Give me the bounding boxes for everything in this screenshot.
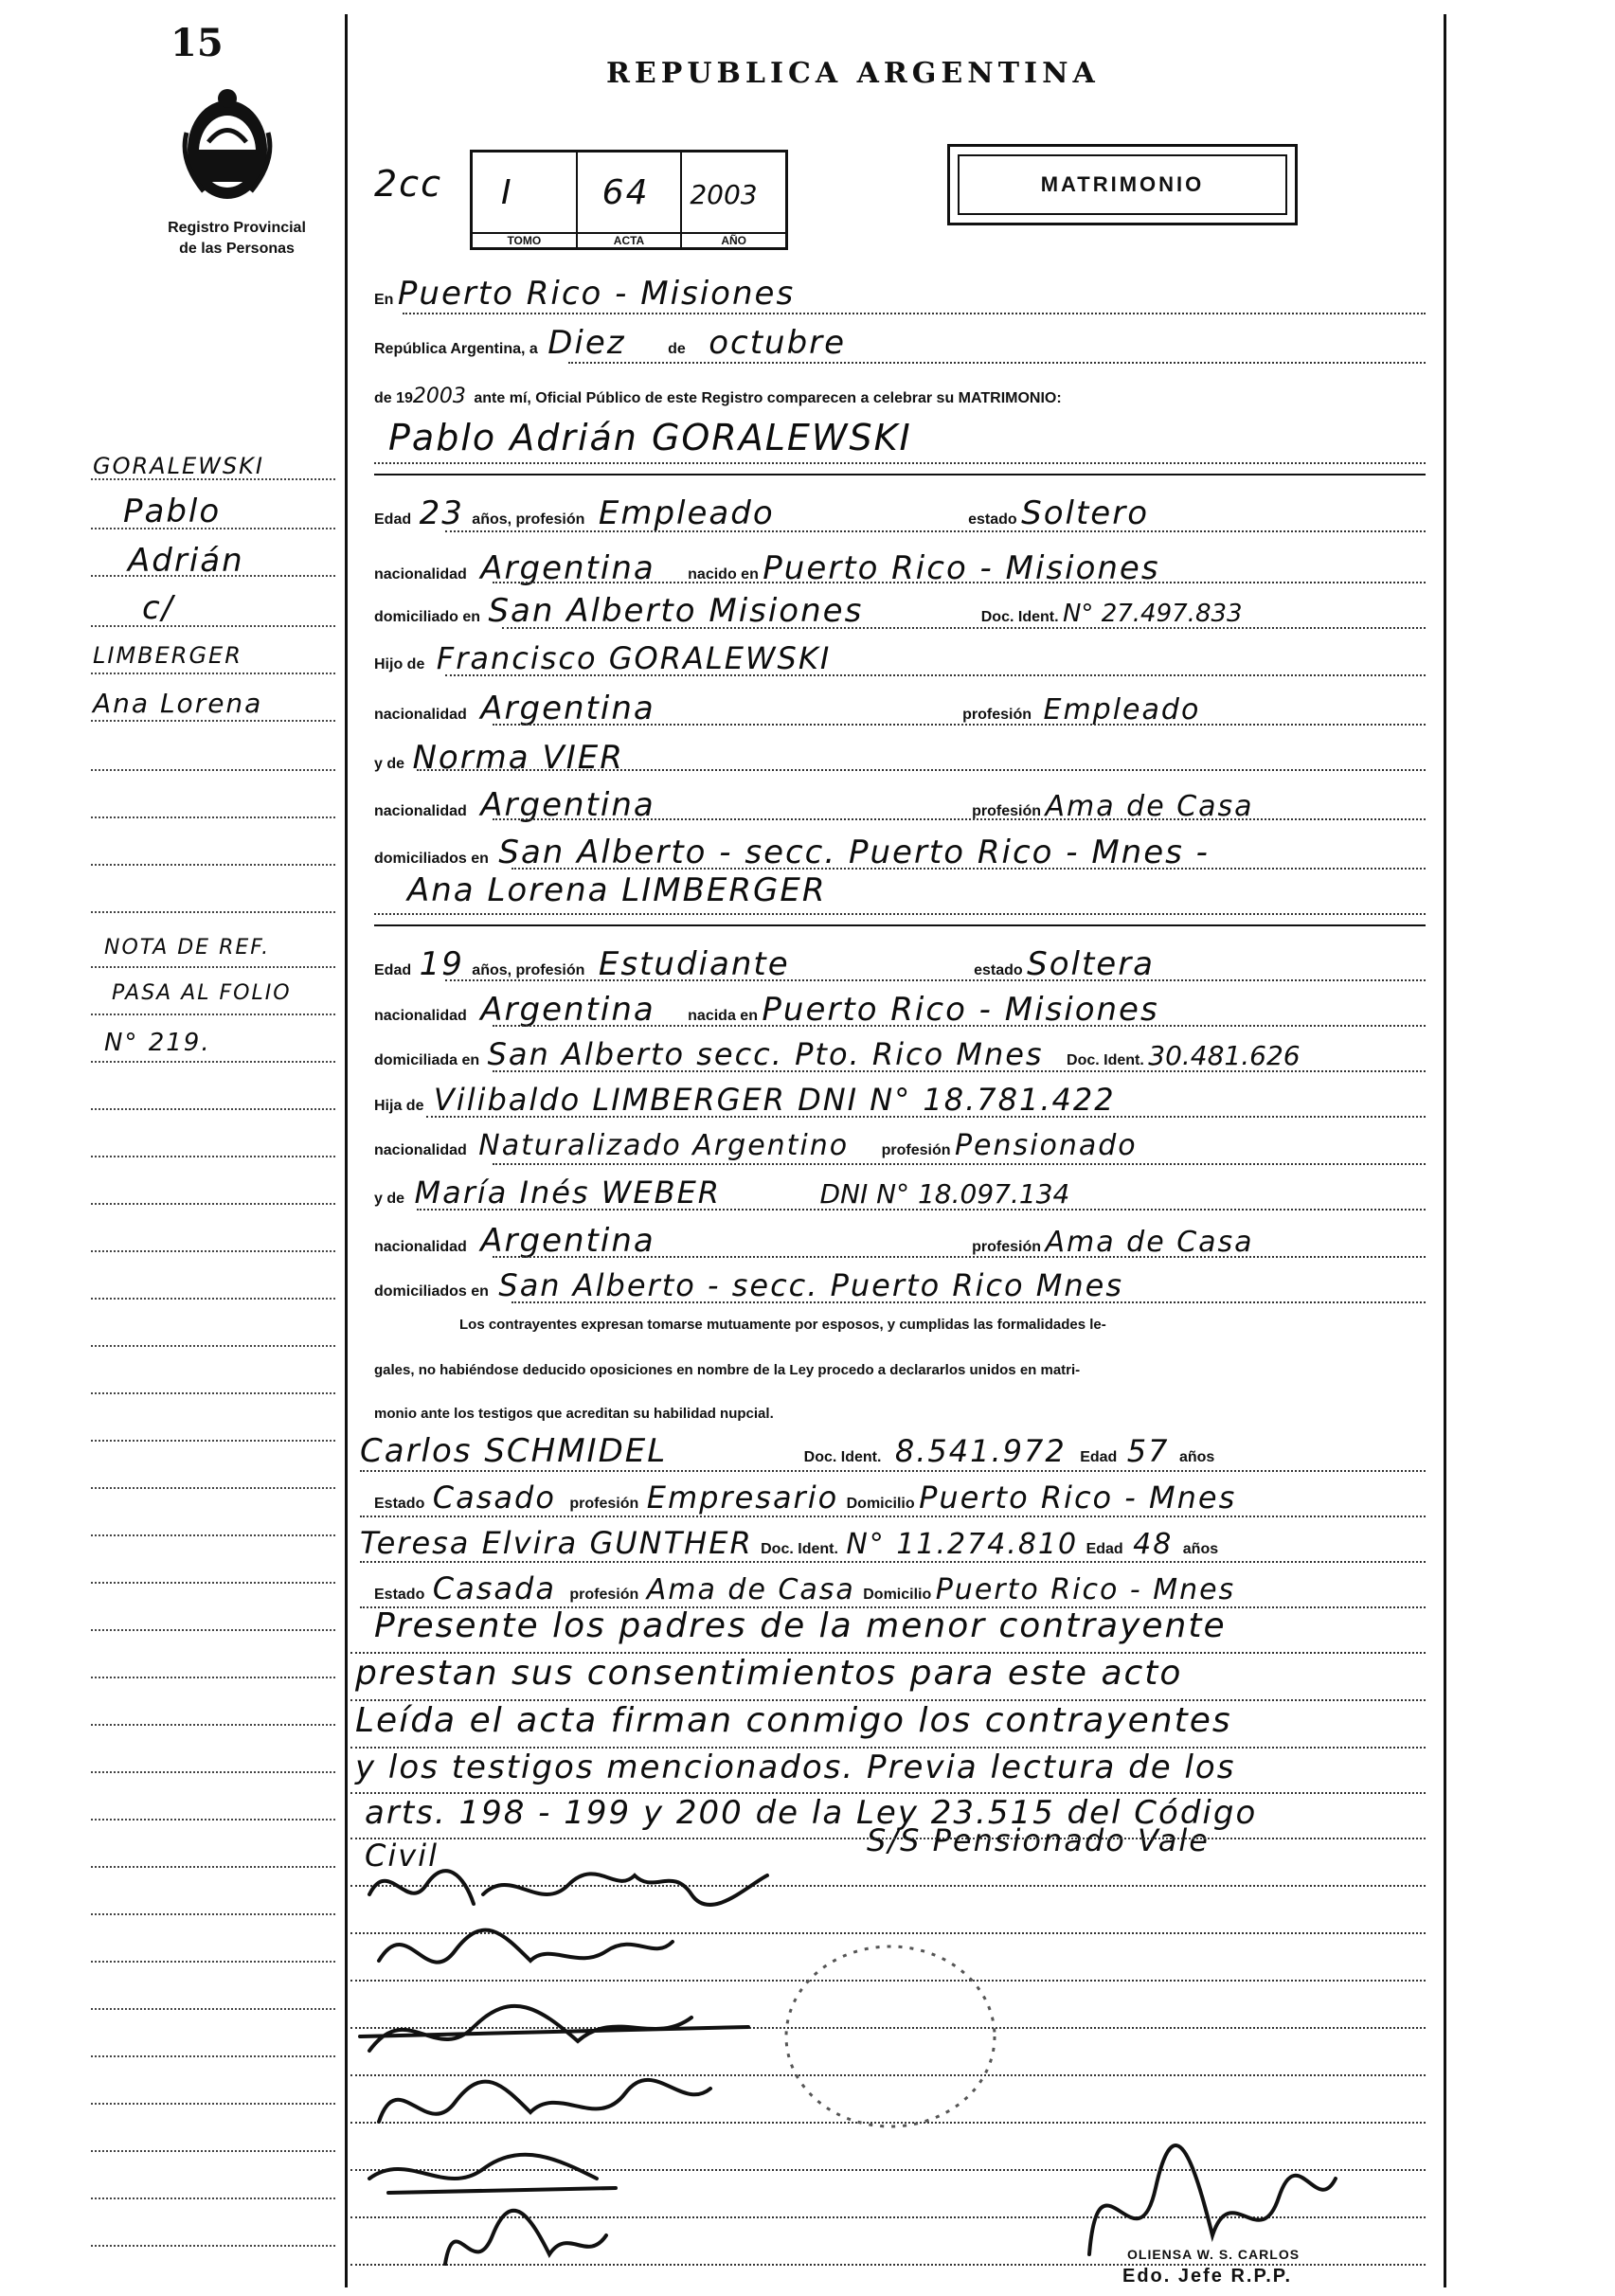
- section-rule: [374, 474, 1426, 475]
- age-label: Edad: [1080, 1449, 1118, 1465]
- dotted-line: [360, 1561, 1426, 1563]
- margin-divider: [345, 14, 348, 2287]
- groom-age: 23: [419, 494, 464, 532]
- bride-mother: María Inés WEBER: [414, 1175, 722, 1211]
- bride-mother-profession: Ama de Casa: [1045, 1226, 1254, 1259]
- bride-domicile: San Alberto secc. Pto. Rico Mnes: [487, 1036, 1044, 1072]
- margin-connector: c/: [142, 589, 175, 627]
- dotted-line: [91, 2055, 335, 2057]
- bride-age: 19: [419, 945, 464, 983]
- profession-label: años, profesión: [472, 962, 585, 978]
- margin-note-1: NOTA DE REF.: [104, 936, 271, 960]
- section-rule: [374, 924, 1426, 926]
- dotted-line: [417, 1209, 1426, 1211]
- dotted-line: [374, 462, 1426, 464]
- dotted-line: [91, 1013, 335, 1015]
- groom-born: Puerto Rico - Misiones: [763, 549, 1160, 587]
- state-label: estado: [968, 511, 1017, 528]
- tomo-cell: [473, 152, 578, 247]
- nationality-label: nacionalidad: [374, 803, 467, 819]
- ante-text: ante mí, Oficial Público de este Registro comparecen a celebrar su MATRIMONIO:: [474, 390, 1062, 406]
- parents-domicile-label: domiciliados en: [374, 1283, 489, 1300]
- groom-father: Francisco GORALEWSKI: [436, 640, 832, 676]
- country-title: REPUBLICA ARGENTINA: [606, 57, 1100, 90]
- note-line-4: y los testigos mencionados. Previa lectura de los: [355, 1749, 1236, 1786]
- dotted-line: [91, 1440, 335, 1442]
- dotted-line: [91, 1913, 335, 1915]
- groom-father-profession: Empleado: [1043, 693, 1201, 726]
- bride-mother-row: [374, 1175, 1069, 1211]
- dotted-line: [91, 911, 335, 913]
- nationality-label: nacionalidad: [374, 566, 467, 583]
- dotted-line: [91, 2008, 335, 2010]
- age-label: Edad: [374, 511, 412, 528]
- dotted-line: [493, 1163, 1426, 1165]
- age-label: Edad: [1086, 1541, 1123, 1557]
- doc-label: Doc. Ident.: [803, 1449, 882, 1465]
- prefix-handwritten: 2cc: [374, 163, 442, 205]
- dotted-line: [91, 1771, 335, 1773]
- dotted-line: [91, 1534, 335, 1536]
- groom-doc: N° 27.497.833: [1062, 600, 1243, 628]
- bride-father-nat-row: [374, 1129, 1138, 1162]
- dotted-line: [91, 1392, 335, 1394]
- groom-mother-profession: Ama de Casa: [1045, 790, 1254, 823]
- dotted-line: [91, 1345, 335, 1347]
- witness-1-name: Carlos SCHMIDEL: [360, 1432, 668, 1470]
- groom-profession: Empleado: [598, 494, 775, 532]
- dotted-line: [511, 1301, 1426, 1303]
- groom-father-nat-row: [374, 690, 1200, 727]
- margin-bride-surname: LIMBERGER: [93, 642, 242, 669]
- dotted-line: [91, 1724, 335, 1726]
- nationality-label: nacionalidad: [374, 1008, 467, 1024]
- dotted-line: [493, 1256, 1426, 1258]
- declaration-line-3: monio ante los testigos que acreditan su habilidad nupcial.: [374, 1406, 774, 1422]
- profession-label: profesión: [962, 707, 1032, 723]
- dotted-line: [91, 1061, 335, 1063]
- dotted-line: [417, 769, 1426, 771]
- dotted-line: [91, 1298, 335, 1300]
- profession-label: profesión: [972, 803, 1042, 819]
- dotted-line: [91, 720, 335, 722]
- dotted-line: [91, 1108, 335, 1110]
- groom-father-row: [374, 640, 831, 676]
- groom-mother-row: [374, 739, 624, 777]
- bride-signature: [379, 1930, 673, 1963]
- groom-nationality: Argentina: [480, 549, 655, 587]
- dotted-line: [91, 816, 335, 818]
- doc-label: Doc. Ident.: [980, 609, 1059, 625]
- dotted-line: [493, 724, 1426, 726]
- page-number: 15: [170, 21, 224, 65]
- bride-full-name: Ana Lorena LIMBERGER: [407, 871, 827, 909]
- witness-1-domicile: Puerto Rico - Mnes: [919, 1480, 1237, 1516]
- dotted-line: [493, 1025, 1426, 1027]
- note-line-3: Leída el acta firman conmigo los contrayentes: [355, 1701, 1232, 1740]
- profession-label: profesión: [569, 1587, 639, 1603]
- witness-2-row-a: [360, 1525, 1218, 1561]
- dotted-line: [91, 478, 335, 480]
- official-signature: [1089, 2145, 1336, 2254]
- state-label: Estado: [374, 1587, 425, 1603]
- domicile-label: domiciliada en: [374, 1052, 480, 1068]
- born-label: nacido en: [688, 566, 759, 583]
- signatures-area: [350, 1857, 1440, 2292]
- official-stamp-line1: OLIENSA W. S. CARLOS: [1127, 2247, 1301, 2262]
- dotted-line: [445, 674, 1426, 676]
- domicile-label: Domicilio: [846, 1496, 915, 1512]
- note-line-1: Presente los padres de la menor contrayente: [374, 1606, 1227, 1645]
- witness-2-state: Casada: [432, 1570, 556, 1606]
- dotted-line: [91, 1629, 335, 1631]
- bride-father-profession: Pensionado: [954, 1129, 1138, 1162]
- parent-signature-1: [360, 2006, 748, 2051]
- groom-dom-row: [374, 592, 1243, 630]
- dotted-line: [91, 1250, 335, 1252]
- registry-line2: de las Personas: [179, 241, 295, 257]
- doc-label: Doc. Ident.: [761, 1541, 838, 1557]
- note-line-6: Civil: [365, 1838, 439, 1874]
- groom-state: Soltero: [1021, 494, 1149, 532]
- groom-father-nationality: Argentina: [480, 690, 655, 727]
- bride-dom-row: [374, 1036, 1301, 1072]
- dotted-line: [91, 966, 335, 968]
- intro-date-row: [374, 324, 846, 362]
- dotted-line: [350, 1747, 1426, 1749]
- domicile-label: Domicilio: [863, 1587, 932, 1603]
- dotted-line: [493, 818, 1426, 820]
- witness-1-row-a: [360, 1432, 1214, 1470]
- profession-label: profesión: [569, 1496, 639, 1512]
- dotted-line: [91, 864, 335, 866]
- dotted-line: [91, 1203, 335, 1205]
- margin-surname: GORALEWSKI: [93, 453, 264, 479]
- dotted-line: [403, 313, 1426, 314]
- dotted-line: [91, 2150, 335, 2152]
- bride-father-row: [374, 1082, 1116, 1118]
- bride-state: Soltera: [1027, 945, 1156, 983]
- groom-mother-nationality: Argentina: [480, 786, 655, 824]
- dotted-line: [568, 362, 1426, 364]
- de19-label: de 19: [374, 390, 413, 406]
- document-type-box: [947, 144, 1298, 225]
- witness-signature-1: [369, 2155, 616, 2193]
- dotted-line: [493, 1070, 1426, 1072]
- de-label: de: [668, 341, 686, 357]
- bride-born: Puerto Rico - Misiones: [762, 991, 1159, 1029]
- dotted-line: [360, 1516, 1426, 1517]
- note-line-2: prestan sus consentimientos para este acto: [355, 1654, 1183, 1693]
- groom-age-row: [374, 494, 1149, 532]
- dotted-line: [91, 625, 335, 627]
- acta-cell: [578, 152, 683, 247]
- ano-value: 2003: [690, 179, 758, 210]
- dotted-line: [91, 1866, 335, 1868]
- bride-mother-nat-row: [374, 1222, 1254, 1260]
- groom-domicile: San Alberto Misiones: [488, 592, 864, 630]
- dotted-line: [445, 979, 1426, 981]
- groom-signature: [369, 1871, 767, 1905]
- bride-nationality: Argentina: [480, 991, 655, 1029]
- dotted-line: [350, 1699, 1426, 1701]
- margin-first-name: Pablo: [123, 493, 222, 530]
- acta-label: ACTA: [578, 232, 681, 247]
- note-line-7: S/S Pensionado Vale: [867, 1822, 1210, 1858]
- bride-mother-doc: DNI N° 18.097.134: [819, 1178, 1070, 1210]
- groom-parents-dom-row: [374, 834, 1210, 871]
- dotted-line: [91, 575, 335, 577]
- declaration-line-1: Los contrayentes expresan tomarse mutuamente por esposos, y cumplidas las formalidades le-: [459, 1317, 1106, 1333]
- dotted-line: [426, 1116, 1426, 1118]
- witness-2-age: 48: [1133, 1528, 1174, 1561]
- official-stamp-line2: Edo. Jefe R.P.P.: [1122, 2266, 1293, 2287]
- profession-label: profesión: [972, 1239, 1042, 1255]
- ano-label: AÑO: [682, 232, 785, 247]
- bride-father: Vilibaldo LIMBERGER DNI N° 18.781.422: [433, 1082, 1116, 1118]
- margin-bride-first: Ana Lorena: [93, 688, 263, 719]
- profession-label: años, profesión: [472, 511, 585, 528]
- witness-2-domicile: Puerto Rico - Mnes: [935, 1573, 1236, 1606]
- groom-parents-domicile: San Alberto - secc. Puerto Rico - Mnes -: [498, 834, 1210, 871]
- day-value: Diez: [547, 324, 626, 362]
- dotted-line: [350, 1652, 1426, 1654]
- dotted-line: [91, 2103, 335, 2105]
- republica-label: República Argentina, a: [374, 341, 538, 357]
- state-label: estado: [974, 962, 1023, 978]
- dotted-line: [91, 528, 335, 529]
- dotted-line: [511, 868, 1426, 870]
- born-label: nacida en: [688, 1008, 758, 1024]
- tomo-label: TOMO: [473, 232, 576, 247]
- declaration-line-2: gales, no habiéndose deducido oposiciones en nombre de la Ley procedo a declararlos unidos en matri-: [374, 1362, 1081, 1378]
- margin-note-3: N° 219.: [104, 1029, 211, 1057]
- years-label: años: [1182, 1541, 1219, 1557]
- intro-ante-row: [374, 385, 1062, 408]
- dotted-line: [91, 2197, 335, 2199]
- dotted-line: [91, 1819, 335, 1821]
- parent-signature-2: [379, 2080, 710, 2122]
- dotted-line: [91, 1961, 335, 1963]
- profession-label: profesión: [881, 1142, 951, 1158]
- mother-label: y de: [374, 756, 405, 772]
- witness-2-profession: Ama de Casa: [646, 1573, 855, 1606]
- witness-2-doc: N° 11.274.810: [846, 1528, 1079, 1561]
- margin-note-2: PASA AL FOLIO: [112, 981, 292, 1005]
- dotted-line: [350, 1792, 1426, 1794]
- doc-label: Doc. Ident.: [1067, 1052, 1144, 1068]
- dotted-line: [91, 1677, 335, 1678]
- ano-cell: [682, 152, 785, 247]
- dotted-line: [91, 2245, 335, 2247]
- witness-signature-2: [445, 2211, 606, 2264]
- bride-doc: 30.481.626: [1148, 1040, 1301, 1071]
- nationality-label: nacionalidad: [374, 707, 467, 723]
- dotted-line: [360, 1470, 1426, 1472]
- age-label: Edad: [374, 962, 412, 978]
- dotted-line: [350, 1838, 1426, 1839]
- witness-1-state: Casado: [432, 1480, 556, 1516]
- witness-1-profession: Empresario: [646, 1480, 839, 1516]
- stamp-seal: [786, 1946, 995, 2126]
- document-type: MATRIMONIO: [1040, 172, 1205, 196]
- state-label: Estado: [374, 1496, 425, 1512]
- dotted-line: [445, 530, 1426, 532]
- years-label: años: [1178, 1449, 1215, 1465]
- dotted-line: [91, 1582, 335, 1584]
- witness-2-row-b: [374, 1570, 1235, 1606]
- acta-value: 64: [601, 173, 650, 212]
- dotted-line: [91, 769, 335, 771]
- right-border: [1444, 14, 1446, 2287]
- dotted-line: [91, 1487, 335, 1489]
- domicile-label: domiciliado en: [374, 609, 481, 625]
- mother-label: y de: [374, 1191, 405, 1207]
- nationality-label: nacionalidad: [374, 1142, 467, 1158]
- bride-mother-nationality: Argentina: [480, 1222, 655, 1260]
- registry-line1: Registro Provincial: [168, 220, 306, 236]
- place-value: Puerto Rico - Misiones: [397, 275, 796, 313]
- groom-mother: Norma VIER: [412, 739, 624, 777]
- groom-full-name: Pablo Adrián GORALEWSKI: [388, 417, 912, 458]
- note-line-5: arts. 198 - 199 y 200 de la Ley 23.515 del Código: [365, 1794, 1258, 1832]
- bride-profession: Estudiante: [598, 945, 790, 983]
- bride-parents-dom-row: [374, 1267, 1123, 1303]
- coat-of-arms-icon: [175, 85, 279, 208]
- father-label: Hijo de: [374, 656, 425, 673]
- register-box: [470, 150, 788, 250]
- witness-1-row-b: [374, 1480, 1236, 1516]
- nationality-label: nacionalidad: [374, 1239, 467, 1255]
- parents-domicile-label: domiciliados en: [374, 851, 489, 867]
- dotted-line: [374, 913, 1426, 915]
- bride-father-nationality: Naturalizado Argentino: [478, 1129, 850, 1162]
- month-value: octubre: [709, 324, 847, 362]
- bride-parents-domicile: San Alberto - secc. Puerto Rico Mnes: [498, 1267, 1124, 1303]
- witness-1-age: 57: [1126, 1433, 1170, 1469]
- father-label: Hija de: [374, 1098, 424, 1114]
- en-label: En: [374, 292, 394, 308]
- bride-nat-row: [374, 991, 1159, 1029]
- bride-age-row: [374, 945, 1155, 983]
- tomo-value: I: [501, 173, 513, 212]
- dotted-line: [502, 627, 1426, 629]
- year-value: 2003: [412, 385, 466, 408]
- witness-1-doc: 8.541.972: [894, 1433, 1067, 1469]
- intro-en-row: [374, 275, 795, 313]
- dotted-line: [493, 582, 1426, 583]
- dotted-line: [91, 1156, 335, 1157]
- margin-second-name: Adrián: [128, 542, 244, 580]
- dotted-line: [91, 673, 335, 674]
- witness-2-name: Teresa Elvira GUNTHER: [360, 1525, 753, 1561]
